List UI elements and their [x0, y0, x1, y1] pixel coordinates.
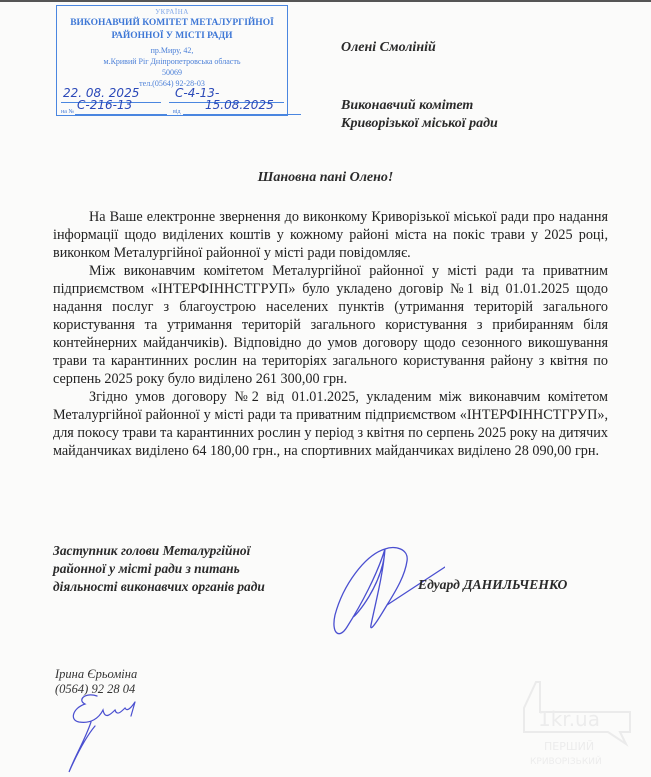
- letter-body: [53, 208, 608, 460]
- stamp-city: м.Кривий Ріг Дніпропетровська область: [103, 57, 241, 66]
- stamp-org-line2: РАЙОННОЇ У МІСТІ РАДИ: [111, 31, 233, 41]
- signer-title-line1: Заступник голови Металургійної: [53, 543, 251, 558]
- signature-executor: [55, 690, 155, 775]
- signer-title: [53, 542, 265, 596]
- watermark-line2: КРИВОРІЗЬКИЙ: [530, 757, 602, 767]
- paragraph-3: Згідно умов договору №2 від 01.01.2025, укладеним між виконавчим комітетом Металургійної районної у місті ради та приватним підприємством «ІНТЕРФІННСТГРУП», для покосу трави та карантинних рослин у період з квітня по серпень 2025 року на дитячих майданчиках виділено 64 180,00 грн., на спортивних майданчиках виділено 28 090,00 грн.: [53, 389, 608, 459]
- watermark-line1: ПЕРШИЙ: [544, 740, 595, 753]
- signer-title-line3: діяльності виконавчих органів ради: [53, 579, 265, 594]
- stamp-handwritten-index: С-4-13-: [175, 86, 220, 100]
- addressee-org-line1: Виконавчий комітет: [341, 98, 474, 113]
- stamp-zip: 50069: [162, 68, 182, 77]
- stamp-number-label: на №: [61, 109, 75, 115]
- stamp-handwritten-ref-number: С-216-13: [77, 98, 133, 112]
- signature-main: [325, 545, 445, 645]
- registration-stamp: [56, 5, 288, 116]
- signer-name: Едуард ДАНИЛЬЧЕНКО: [418, 577, 568, 592]
- stamp-from-label: від: [173, 109, 181, 115]
- stamp-country: УКРАЇНА: [155, 8, 189, 16]
- top-border: [0, 0, 651, 2]
- addressee-name: Олені Смоліній: [341, 40, 436, 55]
- greeting: Шановна пані Олено!: [257, 170, 394, 185]
- stamp-address: пр.Миру, 42,: [150, 46, 194, 55]
- signer-title-line2: районної у місті ради з питань: [53, 561, 240, 576]
- stamp-ref-line: [75, 114, 167, 115]
- executor-name: Ірина Єрьоміна: [55, 667, 138, 681]
- executor-phone: (0564) 92 28 04: [55, 682, 136, 696]
- stamp-phone: тел.(0564) 92-28-03: [139, 79, 205, 88]
- stamp-ref-date-line: [183, 114, 301, 115]
- stamp-handwritten-date: 22. 08. 2025: [63, 86, 140, 100]
- stamp-handwritten-ref-date: 15.08.2025: [205, 98, 274, 112]
- stamp-org-line1: ВИКОНАВЧИЙ КОМІТЕТ МЕТАЛУРГІЙНОЇ: [70, 18, 274, 28]
- addressee-org-line2: Криворізької міської ради: [341, 116, 498, 131]
- watermark-logo: [500, 670, 640, 770]
- paragraph-1: На Ваше електронне звернення до виконкому Криворізької міської ради про надання інформації щодо виділених коштів у кожному районі міста на покіс трави у 2025 році, виконком Металургійної районної у місті ради повідомляє.: [53, 209, 608, 261]
- watermark-brand: 1kr.ua: [538, 707, 600, 731]
- paragraph-2: Між виконавчим комітетом Металургійної районної у місті ради та приватним підприємством «ІНТЕРФІННСТГРУП» було укладено договір №1 від 01.01.2025 щодо надання послуг з благоустрою населених пунктів (утримання територій загального користування та утримання територій загального користування з прибиранням біля контейнерних майданчиків). Відповідно до умов договору щодо сезонного викошування трави та карантинних рослин на територіях загального користування району з квітня по серпень 2025 року було виділено 261 300,00 грн.: [53, 263, 608, 387]
